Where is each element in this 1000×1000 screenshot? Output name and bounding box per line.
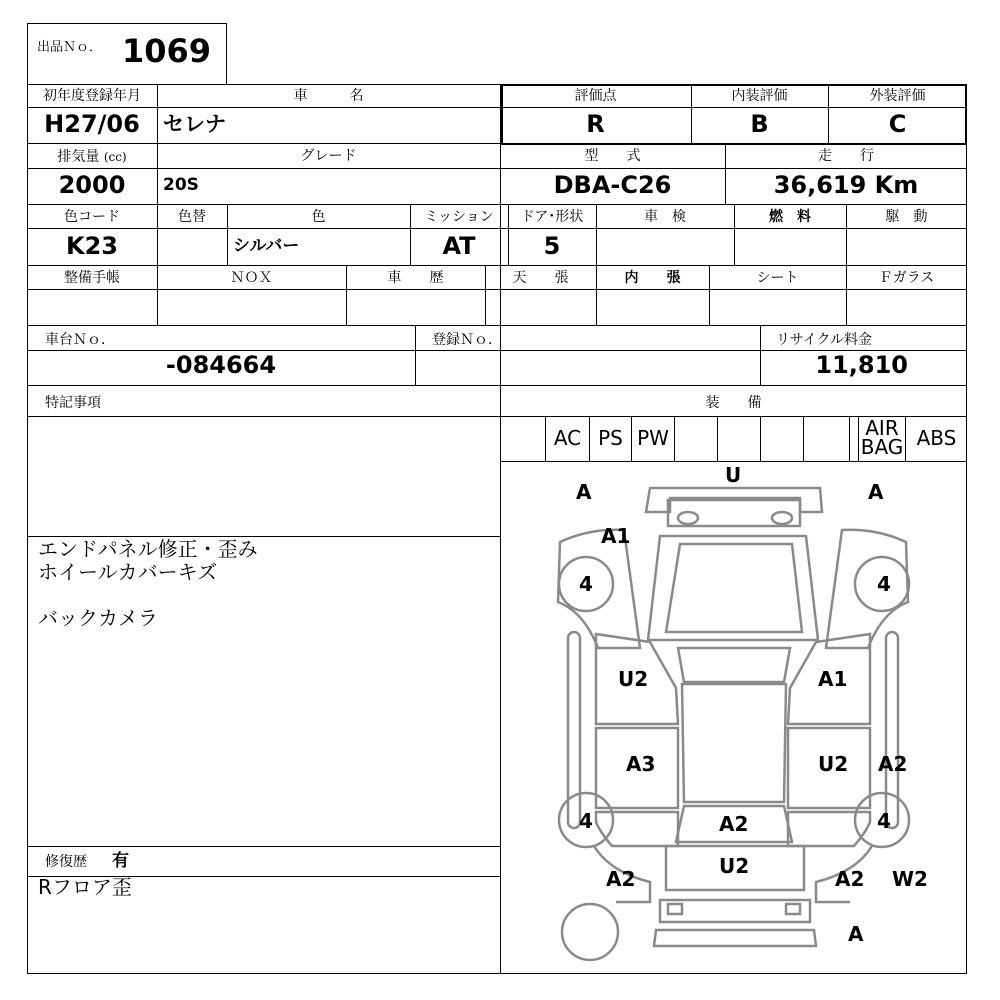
damage-front-right: A (868, 480, 884, 504)
score-value: R (586, 110, 605, 138)
seat-label: シート (756, 270, 799, 286)
hood-inner (666, 544, 802, 632)
car-name-label: 車 名 (293, 88, 364, 104)
repair-label: 修復歴 (45, 854, 87, 870)
drive-label: 駆 動 (885, 209, 928, 225)
mileage-label: 走 行 (818, 148, 874, 164)
equipment-label: 装 備 (705, 395, 762, 411)
color-value: シルバー (233, 236, 300, 256)
damage-tire-rr: 4 (877, 809, 891, 833)
equipment-item-8 (849, 416, 858, 461)
equipment-item-7 (803, 416, 849, 461)
damage-rear-right: A2 (835, 867, 865, 891)
equipment-item-9: AIR BAG (858, 416, 905, 461)
damage-left-front-door: U2 (618, 667, 649, 691)
damage-hood-left: A1 (601, 524, 631, 548)
chassis-value: -084664 (165, 351, 277, 379)
displacement-label: 排気量 (cc) (57, 149, 127, 165)
equipment-item-2: PS (589, 416, 631, 461)
damage-left-rear-door: A3 (626, 752, 656, 776)
car-diagram (500, 462, 967, 974)
color-label: 色 (311, 209, 326, 225)
interior-label: 内装評価 (731, 88, 788, 104)
equipment-item-1: AC (545, 416, 589, 461)
notes-label: 特記事項 (45, 395, 101, 411)
service-label: 整備手帳 (64, 270, 120, 286)
equipment-item-4 (674, 416, 717, 461)
model-value: DBA-C26 (553, 171, 672, 199)
first-reg-value: H27/06 (44, 110, 140, 138)
grade-value: 20S (163, 175, 199, 195)
equipment-item-10: ABS (905, 416, 967, 461)
equipment-item-5 (717, 416, 760, 461)
first-reg-label: 初年度登録年月 (43, 88, 141, 104)
color-change-label: 色替 (178, 209, 206, 225)
history-label: 車 歴 (387, 270, 444, 286)
interior-lining-label: 内 張 (624, 270, 681, 286)
lot-number: 1069 (122, 32, 212, 70)
recycle-value: 11,810 (815, 351, 908, 379)
equipment-item-3: PW (631, 416, 674, 461)
mission-value: AT (442, 232, 476, 260)
grade-label: グレード (300, 148, 357, 164)
damage-rear-left: A2 (606, 867, 636, 891)
damage-rear-right-corner: W2 (892, 867, 928, 891)
recycle-label: リサイクル料金 (776, 332, 873, 348)
repair-text: Rフロア歪 (38, 875, 132, 899)
damage-right-front-door: A1 (818, 667, 848, 691)
door-value: 5 (543, 232, 561, 260)
inspection-label: 車 検 (644, 209, 686, 225)
displacement-value: 2000 (58, 171, 126, 199)
equipment-item-6 (760, 416, 803, 461)
damage-right-rear-fender: A2 (878, 752, 908, 776)
door-label: ドア･形状 (520, 209, 584, 225)
glass-label: Ｆガラス (878, 270, 935, 286)
color-code-value: K23 (66, 232, 118, 260)
windshield (678, 648, 790, 682)
notes-text: エンドパネル修正・歪み ホイールカバーキズ バックカメラ (38, 537, 258, 630)
color-code-label: 色コード (64, 209, 120, 225)
damage-trunk: U2 (719, 854, 750, 878)
interior-value: B (750, 110, 769, 138)
damage-rear-bumper: A (848, 922, 864, 946)
repair-value: 有 (112, 851, 129, 871)
damage-tire-fl: 4 (579, 572, 593, 596)
damage-front-left: A (576, 480, 592, 504)
fender-fr (826, 530, 908, 648)
exterior-label: 外装評価 (869, 88, 926, 104)
mission-label: ミッション (424, 209, 494, 225)
roof-outline (682, 684, 786, 802)
damage-tire-fr: 4 (877, 572, 891, 596)
nox-label: ＮＯＸ (230, 270, 273, 286)
spare-tire (562, 904, 618, 960)
roof-label: 天 張 (512, 270, 569, 286)
lot-label: 出品Ｎｏ． (37, 40, 103, 55)
mileage-value: 36,619 Km (773, 171, 919, 199)
damage-rear-glass: A2 (719, 812, 749, 836)
damage-front: U (725, 463, 742, 487)
fuel-label: 燃 料 (769, 209, 811, 225)
car-name-value: セレナ (163, 112, 226, 136)
displacement-unit: (cc) (103, 150, 127, 164)
exterior-value: C (888, 110, 907, 138)
chassis-label: 車台Ｎｏ． (45, 332, 115, 348)
equipment-item-0 (500, 416, 545, 461)
score-label: 評価点 (574, 88, 617, 104)
damage-right-rear-door: U2 (818, 752, 849, 776)
reg-no-label: 登録Ｎｏ． (432, 332, 502, 348)
damage-tire-rl: 4 (579, 809, 593, 833)
fender-rl (596, 812, 678, 846)
model-label: 型 式 (584, 148, 641, 164)
